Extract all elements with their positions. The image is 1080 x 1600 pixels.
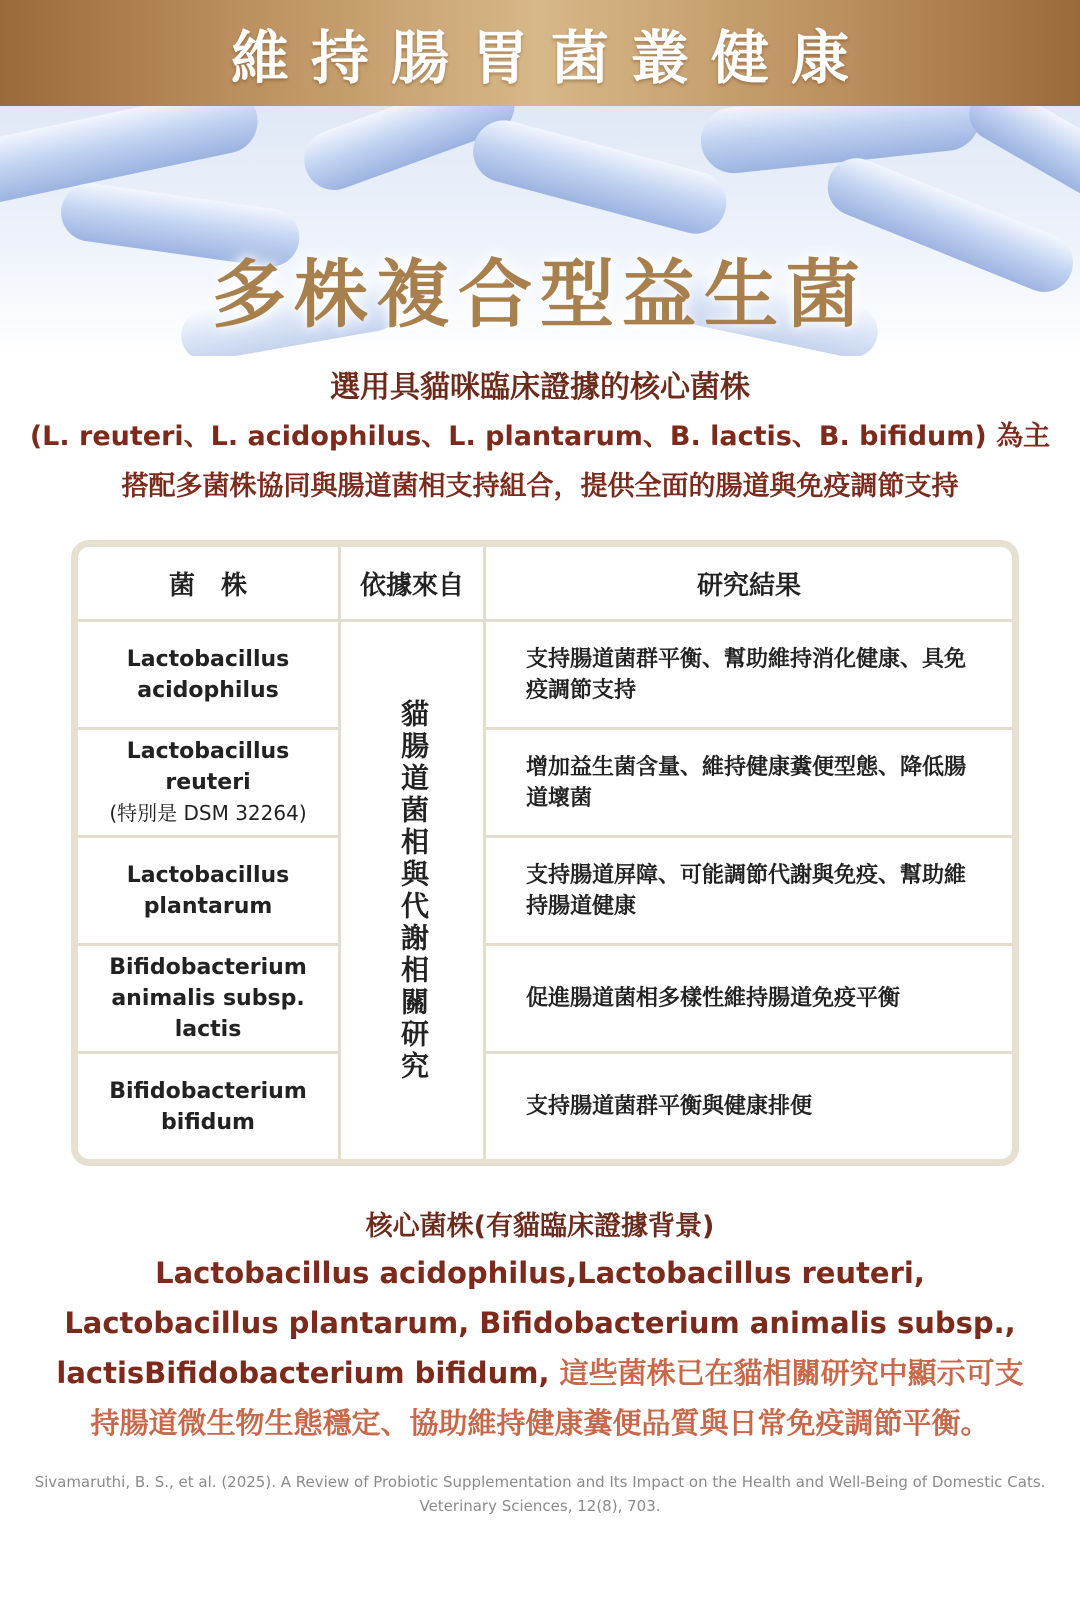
reference-citation bbox=[0, 1470, 1080, 1518]
intro-description: 搭配多菌株協同與腸道菌相支持組合，提供全面的腸道與免疫調節支持 bbox=[121, 471, 959, 502]
table-row-result: 支持腸道菌群平衡與健康排便 bbox=[526, 1094, 813, 1119]
product-title: 多株複合型益生菌 bbox=[212, 252, 868, 338]
header-source: 依據來自 bbox=[359, 570, 464, 601]
source-text: 貓腸道菌相與代謝相關研究 bbox=[397, 698, 430, 1083]
strain-name: Lactobacillus reuteri bbox=[126, 739, 290, 795]
table-row-strain bbox=[83, 730, 333, 835]
banner-title: 維持腸胃菌叢健康 bbox=[230, 24, 871, 92]
hero-section bbox=[0, 106, 1080, 356]
strain-note: (特別是 DSM 32264) bbox=[109, 801, 307, 825]
intro-strain-list: (L. reuteri、L. acidophilus、L. plantarum、B. lactis、B. bifidum) 為主 bbox=[29, 421, 1051, 452]
reference-line-1: Sivamaruthi, B. S., et al. (2025). A Review of Probiotic Supplementation and Its Impact on the Health and Well-Being of Domestic Cats. bbox=[34, 1473, 1046, 1491]
table-row-result: 支持腸道屏障、可能調節代謝與免疫、幫助維持腸道健康 bbox=[526, 862, 967, 919]
table-row-strain bbox=[83, 946, 333, 1051]
core-strain-list: Lactobacillus acidophilus,Lactobacillus reuteri, Lactobacillus plantarum, Bifidobacterium animalis subsp., lactisBifidobacterium bifidum, bbox=[56, 1256, 1016, 1390]
core-strains-text bbox=[52, 1248, 1028, 1448]
table-row-strain bbox=[88, 622, 328, 727]
strain-name: Bifidobacterium animalis subsp. lactis bbox=[109, 955, 307, 1042]
table-row-strain bbox=[88, 1054, 328, 1159]
table-row-result: 支持腸道菌群平衡、幫助維持消化健康、具免疫調節支持 bbox=[526, 646, 967, 703]
table-row-result: 增加益生菌含量、維持健康糞便型態、降低腸道壞菌 bbox=[526, 754, 967, 811]
strain-name: Bifidobacterium bifidum bbox=[109, 1078, 307, 1135]
strain-table bbox=[71, 540, 1019, 1166]
source-cell bbox=[341, 622, 485, 1159]
core-claim: 這些菌株已在貓相關研究中顯示可支持腸道微生物生態穩定、協助維持健康糞便品質與日常免疫調節平衡。 bbox=[90, 1356, 1024, 1440]
core-strains-title: 核心菌株(有貓臨床證據背景) bbox=[365, 1211, 715, 1242]
intro-heading: 選用具貓咪臨床證據的核心菌株 bbox=[330, 370, 750, 405]
header-banner bbox=[0, 0, 1080, 106]
header-result: 研究結果 bbox=[696, 570, 801, 601]
table-row-result: 促進腸道菌相多樣性維持腸道免疫平衡 bbox=[526, 986, 901, 1011]
header-strain: 菌 株 bbox=[168, 570, 247, 601]
strain-name: Lactobacillus plantarum bbox=[126, 862, 290, 919]
strain-name: Lactobacillus acidophilus bbox=[126, 646, 290, 703]
reference-line-2: Veterinary Sciences, 12(8), 703. bbox=[419, 1497, 661, 1515]
table-row-strain bbox=[88, 838, 328, 943]
